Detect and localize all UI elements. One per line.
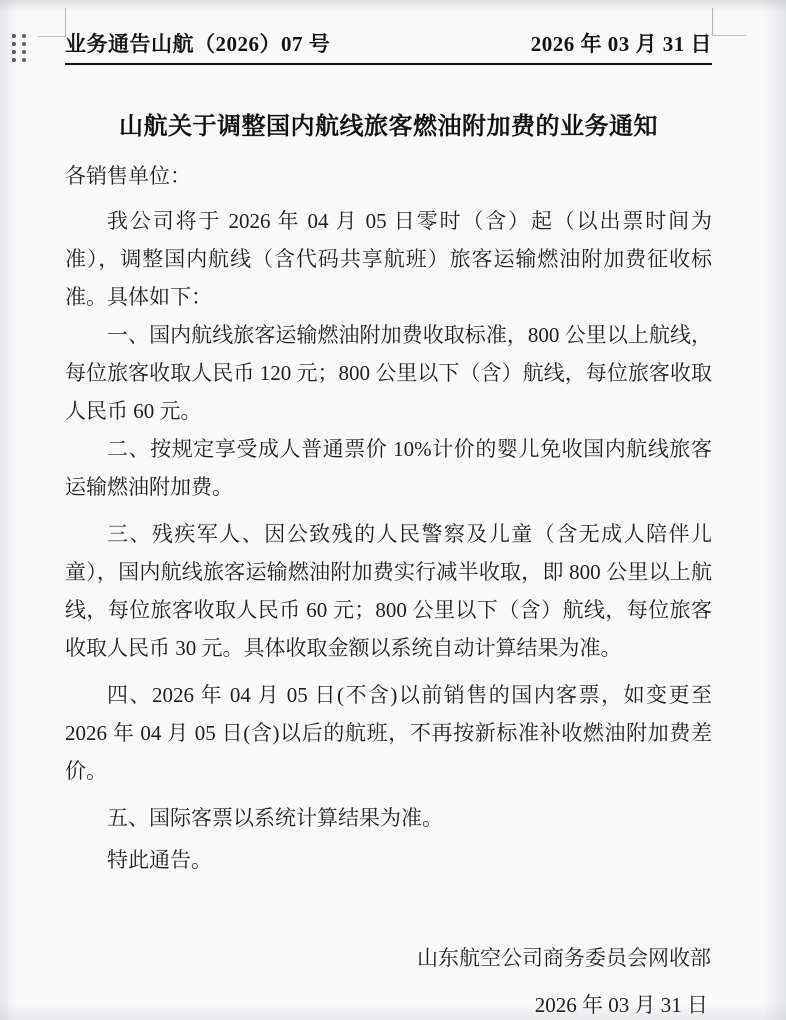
header-date: 2026 年 03 月 31 日 xyxy=(530,32,712,56)
salutation: 各销售单位： xyxy=(65,164,191,188)
document-body xyxy=(65,94,712,1020)
signature-block xyxy=(65,939,712,1020)
header-boundary-corner-left xyxy=(38,8,66,37)
signature-date: 2026 年 03 月 31 日 xyxy=(534,993,708,1017)
body-paragraph: 五、国际客票以系统计算结果为准。 xyxy=(107,806,443,830)
header-boundary-corner-right xyxy=(712,8,746,36)
body-paragraph: 二、按规定享受成人普通票价 10%计价的婴儿免收国内航线旅客运输燃油附加费。 xyxy=(65,437,712,499)
document-header xyxy=(65,28,712,65)
body-paragraph: 四、2026 年 04 月 05 日(不含)以前销售的国内客票，如变更至 2026 年 04 月 05 日(含)以后的航班，不再按新标准补收燃油附加费差价。 xyxy=(65,683,713,783)
page-title: 山航关于调整国内航线旅客燃油附加费的业务通知 xyxy=(119,114,658,140)
closing-line: 特此通告。 xyxy=(107,848,212,872)
body-paragraph: 三、残疾军人、因公致残的人民警察及儿童（含无成人陪伴儿童），国内航线旅客运输燃油附加费实行减半收取，即 800 公里以上航线，每位旅客收取人民币 60 元；800 公里以下（含）航线，每位旅客收取人民币 30 元。具体收取金额以系统自动计算结果为准。 xyxy=(65,522,712,660)
body-paragraph: 一、国内航线旅客运输燃油附加费收取标准，800 公里以上航线，每位旅客收取人民币 120 元；800 公里以下（含）航线，每位旅客收取人民币 60 元。 xyxy=(65,323,712,423)
signature-department: 山东航空公司商务委员会网收部 xyxy=(417,946,711,970)
body-paragraph: 我公司将于 2026 年 04 月 05 日零时（含）起（以出票时间为准），调整国内航线（含代码共享航班）旅客运输燃油附加费征收标准。具体如下： xyxy=(65,209,712,309)
drag-handle-icon[interactable] xyxy=(12,34,26,62)
doc-number: 业务通告山航（2026）07 号 xyxy=(65,32,331,56)
